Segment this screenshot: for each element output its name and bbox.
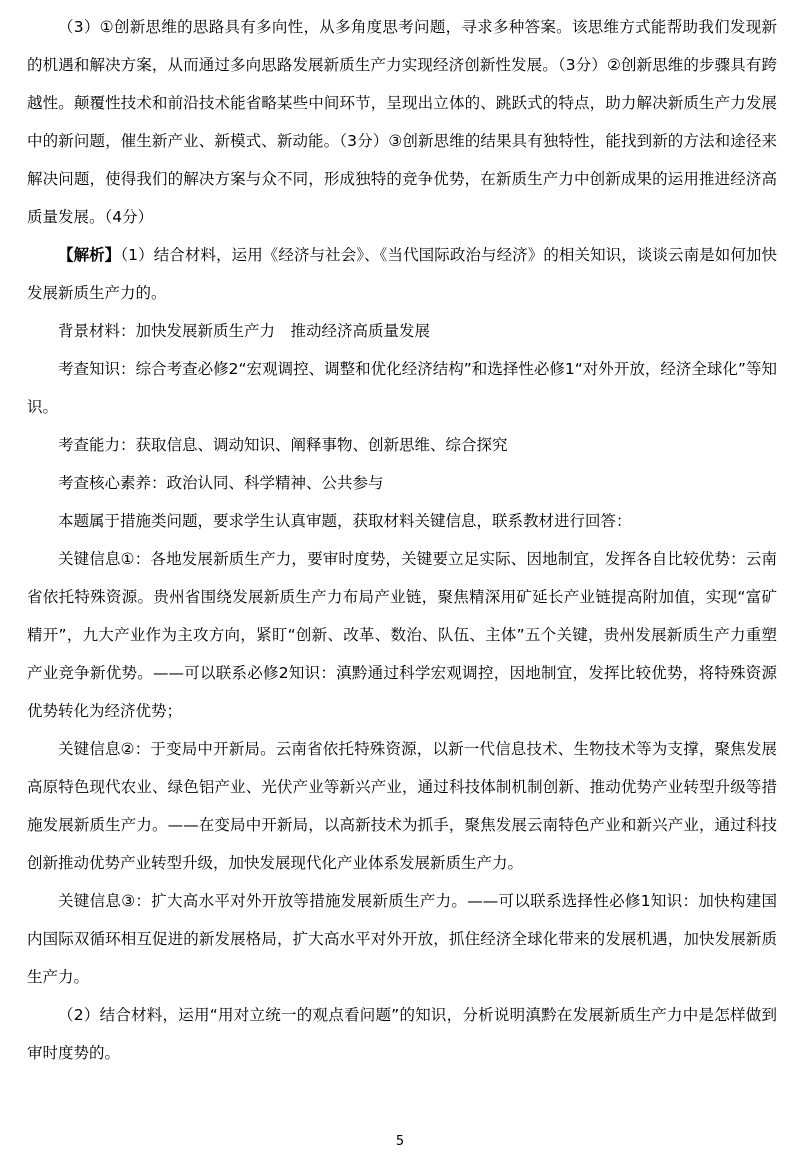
key-info-1: 关键信息①：各地发展新质生产力，要审时度势，关键要立足实际、因地制宜，发挥各自比较优势：云南省依托特殊资源。贵州省围绕发展新质生产力布局产业链，聚焦精深用矿延长产业链提高附加值，实现“富矿精开”，九大产业作为主攻方向，紧盯“创新、改革、数治、队伍、主体”五个关键，贵州发展新质生产力重塑产业竞争新优势。——可以联系必修2知识：滇黔通过科学宏观调控，因地制宜，发挥比较优势，将特殊资源优势转化为经济优势； <box>27 550 777 720</box>
analysis-paragraph <box>27 236 777 312</box>
document-body <box>27 8 777 1072</box>
core-literacy: 考查核心素养：政治认同、科学精神、公共参与 <box>58 474 384 492</box>
key-info-2: 关键信息②：于变局中开新局。云南省依托特殊资源，以新一代信息技术、生物技术等为支撑，聚焦发展高原特色现代农业、绿色铝产业、光伏产业等新兴产业，通过科技体制机制创新、推动优势产业转型升级等措施发展新质生产力。——在变局中开新局，以高新技术为抓手，聚焦发展云南特色产业和新兴产业，通过科技创新推动优势产业转型升级，加快发展现代化产业体系发展新质生产力。 <box>27 740 777 872</box>
exam-ability: 考查能力：获取信息、调动知识、阐释事物、创新思维、综合探究 <box>58 436 508 454</box>
key-info-3: 关键信息③：扩大高水平对外开放等措施发展新质生产力。——可以联系选择性必修1知识：加快构建国内国际双循环相互促进的新发展格局，扩大高水平对外开放，抓住经济全球化带来的发展机遇，加快发展新质生产力。 <box>27 892 777 986</box>
background-material: 背景材料：加快发展新质生产力 推动经济高质量发展 <box>58 322 431 340</box>
answer-paragraph-3: （3）①创新思维的思路具有多向性，从多角度思考问题，寻求多种答案。该思维方式能帮助我们发现新的机遇和解决方案，从而通过多向思路发展新质生产力实现经济创新性发展。（3分）②创新思维的步骤具有跨越性。颠覆性技术和前沿技术能省略某些中间环节，呈现出立体的、跳跃式的特点，助力解决新质生产力发展中的新问题，催生新产业、新模式、新动能。（3分）③创新思维的结果具有独特性，能找到新的方法和途径来解决问题，使得我们的解决方案与众不同，形成独特的竞争优势，在新质生产力中创新成果的运用推进经济高质量发展。（4分） <box>27 18 777 226</box>
analysis-label: 【解析】 <box>58 246 121 264</box>
analysis-question-1: （1）结合材料，运用《经济与社会》、《当代国际政治与经济》的相关知识，谈谈云南是如何加快发展新质生产力的。 <box>27 246 777 302</box>
question-type-note: 本题属于措施类问题，要求学生认真审题，获取材料关键信息，联系教材进行回答： <box>58 512 632 530</box>
page-number: 5 <box>395 1134 405 1149</box>
analysis-question-2: （2）结合材料，运用“用对立统一的观点看问题”的知识，分析说明滇黔在发展新质生产力中是怎样做到审时度势的。 <box>27 1006 777 1062</box>
exam-knowledge: 考查知识：综合考查必修2“宏观调控、调整和优化经济结构”和选择性必修1“对外开放，经济全球化”等知识。 <box>27 360 777 416</box>
